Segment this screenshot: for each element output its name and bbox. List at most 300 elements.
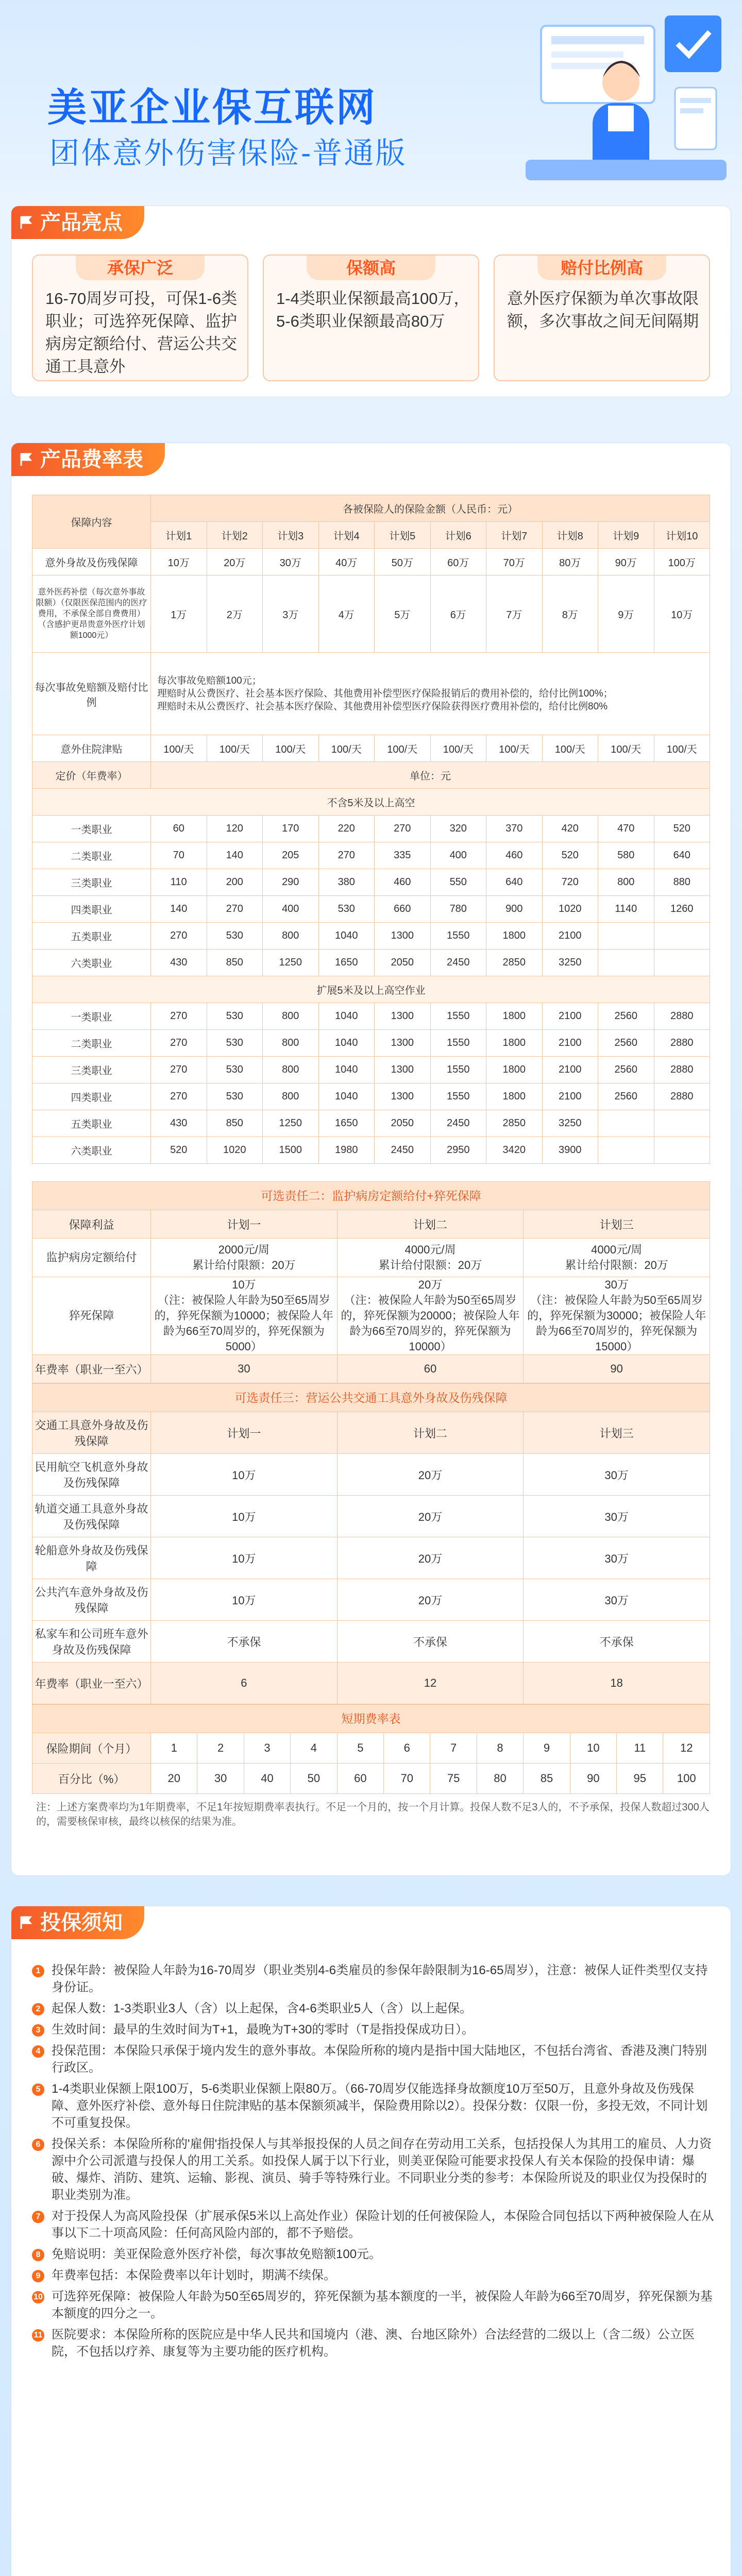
- row-label: 猝死保障: [32, 1277, 151, 1355]
- cell: 20万 （注：被保险人年龄为50至65周岁的，猝死保额为20000；被保险人年龄为66至70周岁的，猝死保额为10000）: [337, 1277, 524, 1355]
- price-cell: 420: [542, 816, 598, 842]
- cell: 100/天: [207, 735, 263, 762]
- hero-divider: [0, 175, 742, 206]
- hero-illustration: [520, 5, 727, 185]
- highlight-card-coverage: [32, 255, 248, 381]
- price-cell: 2450: [430, 950, 486, 976]
- row-label: 公共汽车意外身故及伤残保障: [32, 1579, 151, 1621]
- price-cell: 270: [207, 896, 263, 923]
- price-cell: 2100: [542, 923, 598, 950]
- plan-name: 计划1: [151, 522, 207, 549]
- price-cell: 3420: [486, 1137, 543, 1164]
- flag-icon: [20, 215, 33, 230]
- short-term-title: 短期费率表: [32, 1704, 710, 1733]
- option1-title: 可选责任二：监护病房定额给付+猝死保障: [32, 1181, 710, 1210]
- cell: 18: [524, 1663, 710, 1704]
- percent-cell: 90: [570, 1764, 616, 1794]
- row-label: 民用航空飞机意外身故及伤残保障: [32, 1454, 151, 1496]
- highlight-title: 保额高: [307, 256, 435, 280]
- price-cell: 335: [375, 842, 431, 869]
- row-label: 意外医药补偿（每次意外事故限额）（仅限医保范围内的医疗费用，不承保全部自费费用）（含感护更昂贵意外医疗计划额1000元）: [32, 575, 151, 653]
- notice-list: [32, 1962, 715, 2364]
- table-row: [32, 923, 710, 950]
- price-cell: 520: [151, 1137, 207, 1164]
- price-cell: 1800: [486, 1003, 543, 1030]
- cell: 100/天: [375, 735, 431, 762]
- price-cell: 800: [598, 869, 654, 896]
- percent-cell: 60: [337, 1764, 383, 1794]
- cell: 4000元/周 累计给付限额：20万: [337, 1239, 524, 1277]
- section-row: [32, 789, 710, 816]
- table-row: [32, 1083, 710, 1110]
- price-cell: 530: [207, 923, 263, 950]
- notice-number-badge: 8: [32, 2249, 44, 2261]
- row-label: 意外身故及伤残保障: [32, 549, 151, 575]
- price-cell: 2560: [598, 1083, 654, 1110]
- price-cell: 1800: [486, 1083, 543, 1110]
- price-cell: 1040: [318, 1003, 375, 1030]
- notice-number-badge: 2: [32, 2003, 44, 2015]
- cell: 6: [151, 1663, 338, 1704]
- price-cell: [654, 1110, 710, 1137]
- row-label: 年费率（职业一至六）: [32, 1355, 151, 1383]
- month-cell: 2: [197, 1733, 244, 1764]
- notice-item: [32, 2021, 715, 2038]
- price-cell: 1550: [430, 1083, 486, 1110]
- notice-item: [32, 2136, 715, 2204]
- notice-number-badge: 10: [32, 2291, 44, 2303]
- price-cell: 1040: [318, 923, 375, 950]
- occupation-label: 一类职业: [32, 816, 151, 842]
- rate-note: 注：上述方案费率均为1年期费率，不足1年按短期费率表执行。不足一个月的，按一个月计算。投保人数不足3人的，不予承保，投保人数超过300人的，需要核保审核，最终以核保的结果为准。: [36, 1802, 710, 1827]
- cell: 9万: [598, 575, 654, 653]
- short-term-table: [32, 1733, 710, 1794]
- occupation-label: 三类职业: [32, 1057, 151, 1083]
- occupation-label: 一类职业: [32, 1003, 151, 1030]
- notice-text: 对于投保人为高风险投保（扩展承保5米以上高处作业）保险计划的任何被保险人，本保险合同包括以下两种被保险人在从事以下二十项高风险：任何高风险内部的，都不予赔偿。: [52, 2209, 714, 2240]
- table-row: [32, 1030, 710, 1057]
- price-cell: 2850: [486, 1110, 543, 1137]
- highlight-title: 承保广泛: [76, 256, 205, 280]
- cell: 5万: [375, 575, 431, 653]
- cell: 2万: [207, 575, 263, 653]
- price-cell: 530: [207, 1030, 263, 1057]
- cell: 6万: [430, 575, 486, 653]
- percent-cell: 50: [291, 1764, 337, 1794]
- row-label: 监护病房定额给付: [32, 1239, 151, 1277]
- months-row: [32, 1733, 710, 1764]
- occupation-label: 五类职业: [32, 1110, 151, 1137]
- price-cell: 2050: [375, 1110, 431, 1137]
- price-cell: 1140: [598, 896, 654, 923]
- price-cell: 1550: [430, 923, 486, 950]
- table-row: [32, 575, 710, 653]
- price-cell: 2100: [542, 1030, 598, 1057]
- price-cell: 2050: [375, 950, 431, 976]
- table-row: [32, 896, 710, 923]
- price-cell: 3250: [542, 1110, 598, 1137]
- cell: 100/天: [430, 735, 486, 762]
- col-header: 计划二: [337, 1412, 524, 1454]
- month-cell: 8: [477, 1733, 523, 1764]
- occupation-label: 四类职业: [32, 896, 151, 923]
- price-cell: 1250: [263, 950, 319, 976]
- price-cell: 1040: [318, 1030, 375, 1057]
- plan-name: 计划6: [430, 522, 486, 549]
- percent-cell: 75: [430, 1764, 477, 1794]
- highlight-title: 赔付比例高: [537, 256, 666, 280]
- price-cell: 430: [151, 950, 207, 976]
- price-cell: 2100: [542, 1083, 598, 1110]
- cell: 4万: [318, 575, 375, 653]
- plan-name: 计划5: [375, 522, 431, 549]
- price-cell: 200: [207, 869, 263, 896]
- price-cell: 270: [151, 923, 207, 950]
- table-row: [32, 1454, 710, 1496]
- cell: 100/天: [654, 735, 710, 762]
- cell: 30万: [524, 1454, 710, 1496]
- notice-item: [32, 2326, 715, 2360]
- price-cell: 800: [263, 1057, 319, 1083]
- plan-name: 计划4: [318, 522, 375, 549]
- rates-tag: [11, 443, 165, 476]
- row-label: 每次事故免赔额及赔付比例: [32, 653, 151, 735]
- plan-name: 计划3: [263, 522, 319, 549]
- table-row: [32, 842, 710, 869]
- price-cell: 1800: [486, 923, 543, 950]
- cell: 100/天: [486, 735, 543, 762]
- table-row: [32, 1579, 710, 1621]
- col-header: 计划一: [151, 1412, 338, 1454]
- row-label: 轨道交通工具意外身故及伤残保障: [32, 1496, 151, 1537]
- highlight-card-ratio: [494, 255, 710, 381]
- notice-item: [32, 1962, 715, 1996]
- cell: 30万 （注：被保险人年龄为50至65周岁的，猝死保额为30000；被保险人年龄为66至70周岁的，猝死保额为15000）: [524, 1277, 710, 1355]
- cell: 10万: [151, 1579, 338, 1621]
- rate-tables: [32, 495, 710, 1829]
- cell: 4000元/周 累计给付限额：20万: [524, 1239, 710, 1277]
- price-cell: 1300: [375, 1083, 431, 1110]
- cell: 20万: [337, 1537, 524, 1579]
- highlight-body: 1-4类职业保额最高100万，5-6类职业保额最高80万: [276, 290, 470, 330]
- cell: 10万: [151, 549, 207, 575]
- price-cell: 530: [207, 1057, 263, 1083]
- price-cell: 205: [263, 842, 319, 869]
- notice-text: 医院要求：本保险所称的医院应是中华人民共和国境内（港、澳、台地区除外）合法经营的二级以上（含二级）公立医院，不包括以疗养、康复等为主要功能的医疗机构。: [52, 2328, 695, 2359]
- cell: 60万: [430, 549, 486, 575]
- price-cell: 60: [151, 816, 207, 842]
- percent-cell: 100: [663, 1764, 710, 1794]
- row-label: 年费率（职业一至六）: [32, 1663, 151, 1704]
- price-cell: 660: [375, 896, 431, 923]
- cell: 40万: [318, 549, 375, 575]
- price-cell: 530: [318, 896, 375, 923]
- price-cell: 270: [151, 1003, 207, 1030]
- month-cell: 10: [570, 1733, 616, 1764]
- table-row: [32, 816, 710, 842]
- percent-cell: 95: [617, 1764, 663, 1794]
- flag-icon: [20, 1916, 33, 1930]
- col-header: 计划三: [524, 1412, 710, 1454]
- price-cell: [654, 950, 710, 976]
- cell: 2000元/周 累计给付限额：20万: [151, 1239, 338, 1277]
- price-cell: 370: [486, 816, 543, 842]
- row-label: 私家车和公司班车意外身故及伤残保障: [32, 1621, 151, 1663]
- price-cell: 520: [654, 816, 710, 842]
- highlight-body: 16-70周岁可投，可保1-6类职业；可选猝死保障、监护病房定额给付、营运公共交通工具意外: [45, 290, 238, 376]
- occupation-label: 六类职业: [32, 1137, 151, 1164]
- price-cell: 800: [263, 1003, 319, 1030]
- price-unit: 单位：元: [151, 762, 710, 789]
- table-row: [32, 869, 710, 896]
- occupation-label: 二类职业: [32, 1030, 151, 1057]
- notice-item: [32, 2267, 715, 2284]
- cell: 20万: [337, 1496, 524, 1537]
- notice-text: 投保年龄：被保险人年龄为16-70周岁（职业类别4-6类雇员的参保年龄限制为16-65周岁），注意：被保人证件类型仅支持身份证。: [52, 1963, 708, 1994]
- notice-text: 投保范围：本保险只承保于境内发生的意外事故。本保险所称的境内是指中国大陆地区，不包括台湾省、香港及澳门特别行政区。: [52, 2044, 707, 2075]
- cell: 100万: [654, 549, 710, 575]
- percent-cell: 20: [151, 1764, 197, 1794]
- price-cell: 400: [263, 896, 319, 923]
- occupation-label: 五类职业: [32, 923, 151, 950]
- price-cell: 880: [654, 869, 710, 896]
- price-cell: 850: [207, 1110, 263, 1137]
- cell: 不承保: [524, 1621, 710, 1663]
- cell: 90: [524, 1355, 710, 1383]
- price-cell: 170: [263, 816, 319, 842]
- table-row: [32, 1496, 710, 1537]
- price-cell: 2880: [654, 1083, 710, 1110]
- table-row: [32, 1003, 710, 1030]
- price-cell: 1260: [654, 896, 710, 923]
- notice-number-badge: 6: [32, 2139, 44, 2151]
- price-cell: 1020: [542, 896, 598, 923]
- cell: 10万: [151, 1537, 338, 1579]
- prices-high: [32, 1003, 710, 1164]
- price-cell: 550: [430, 869, 486, 896]
- price-cell: 1550: [430, 1030, 486, 1057]
- table-row: [32, 653, 710, 735]
- price-cell: 1980: [318, 1137, 375, 1164]
- notice-item: [32, 2246, 715, 2263]
- notice-tag: [11, 1906, 144, 1939]
- price-cell: 1300: [375, 923, 431, 950]
- option2-title: 可选责任三：营运公共交通工具意外身故及伤残保障: [32, 1383, 710, 1412]
- notice-number-badge: 1: [32, 1965, 44, 1977]
- notice-text: 免赔说明：美亚保险意外医疗补偿，每次事故免赔额100元。: [52, 2247, 382, 2261]
- cell: 20万: [337, 1454, 524, 1496]
- price-cell: 1040: [318, 1083, 375, 1110]
- section-row: [32, 976, 710, 1003]
- row-label: 保险期间（个月）: [32, 1733, 151, 1764]
- price-cell: 800: [263, 923, 319, 950]
- price-cell: 1500: [263, 1137, 319, 1164]
- prices-no-high: [32, 816, 710, 976]
- price-cell: 1020: [207, 1137, 263, 1164]
- price-header-row: [32, 762, 710, 789]
- cell: 70万: [486, 549, 543, 575]
- month-cell: 3: [244, 1733, 290, 1764]
- price-cell: 70: [151, 842, 207, 869]
- notice-item: [32, 2000, 715, 2017]
- percent-row: [32, 1764, 710, 1794]
- month-cell: 12: [663, 1733, 710, 1764]
- row-label: 百分比（%）: [32, 1764, 151, 1794]
- hero-banner: [0, 0, 742, 185]
- option2-rows: [32, 1454, 710, 1663]
- cell: 10万 （注：被保险人年龄为50至65周岁的，猝死保额为10000；被保险人年龄为66至70周岁的，猝死保额为5000）: [151, 1277, 338, 1355]
- plan-name: 计划10: [654, 522, 710, 549]
- notice-text: 生效时间：最早的生效时间为T+1，最晚为T+30的零时（T是指投保成功日）。: [52, 2023, 475, 2037]
- cell: 30万: [263, 549, 319, 575]
- price-cell: 470: [598, 816, 654, 842]
- table-row: [32, 950, 710, 976]
- percent-cell: 80: [477, 1764, 523, 1794]
- hospital-row: [32, 735, 710, 762]
- price-cell: 640: [654, 842, 710, 869]
- table-row: [32, 1537, 710, 1579]
- cell: 20万: [207, 549, 263, 575]
- cell: 8万: [542, 575, 598, 653]
- notice-number-badge: 7: [32, 2211, 44, 2223]
- month-cell: 6: [384, 1733, 430, 1764]
- notice-item: [32, 2042, 715, 2076]
- month-cell: 11: [617, 1733, 663, 1764]
- section-title-high: 扩展5米及以上高空作业: [32, 976, 710, 1003]
- highlight-body: 意外医疗保额为单次事故限额，多次事故之间无间隔期: [507, 290, 699, 330]
- occupation-label: 三类职业: [32, 869, 151, 896]
- row-label: 意外住院津贴: [32, 735, 151, 762]
- col-header: 计划一: [151, 1210, 338, 1239]
- cell: 10万: [151, 1496, 338, 1537]
- price-cell: 2100: [542, 1003, 598, 1030]
- month-cell: 9: [524, 1733, 570, 1764]
- price-cell: 140: [151, 896, 207, 923]
- price-cell: 2560: [598, 1057, 654, 1083]
- price-cell: 1040: [318, 1057, 375, 1083]
- price-cell: 3250: [542, 950, 598, 976]
- col-header: 保障利益: [32, 1210, 151, 1239]
- cell: 10万: [151, 1454, 338, 1496]
- price-cell: 220: [318, 816, 375, 842]
- price-cell: [598, 1110, 654, 1137]
- flag-icon: [20, 452, 33, 467]
- price-cell: 2880: [654, 1003, 710, 1030]
- main-rate-table: [32, 495, 710, 1164]
- cell: 50万: [375, 549, 431, 575]
- section-title-no-sudden: 不含5米及以上高空: [32, 789, 710, 816]
- percent-cell: 70: [384, 1764, 430, 1794]
- highlights-tag-label: 产品亮点: [40, 211, 123, 234]
- occupation-label: 六类职业: [32, 950, 151, 976]
- price-cell: 2560: [598, 1003, 654, 1030]
- cell: 100/天: [151, 735, 207, 762]
- price-cell: 1250: [263, 1110, 319, 1137]
- cell: 100/天: [542, 735, 598, 762]
- table-row: [32, 1057, 710, 1083]
- cell: 80万: [542, 549, 598, 575]
- price-cell: 720: [542, 869, 598, 896]
- price-cell: 800: [263, 1030, 319, 1057]
- price-cell: 140: [207, 842, 263, 869]
- cell: 7万: [486, 575, 543, 653]
- price-cell: 460: [375, 869, 431, 896]
- cell: 100/天: [263, 735, 319, 762]
- price-cell: 110: [151, 869, 207, 896]
- price-cell: 380: [318, 869, 375, 896]
- price-cell: 2560: [598, 1030, 654, 1057]
- cell: 12: [337, 1663, 524, 1704]
- price-cell: [654, 1137, 710, 1164]
- price-cell: 900: [486, 896, 543, 923]
- cell: 60: [337, 1355, 524, 1383]
- notice-item: [32, 2080, 715, 2131]
- cell: 不承保: [151, 1621, 338, 1663]
- price-cell: 2880: [654, 1030, 710, 1057]
- price-cell: 520: [542, 842, 598, 869]
- cell: 100/天: [598, 735, 654, 762]
- occupation-label: 四类职业: [32, 1083, 151, 1110]
- month-cell: 5: [337, 1733, 383, 1764]
- price-cell: 3900: [542, 1137, 598, 1164]
- table-row: [32, 1137, 710, 1164]
- notice-number-badge: 3: [32, 2024, 44, 2037]
- highlight-card-amount: [263, 255, 479, 381]
- notice-text: 1-4类职业保额上限100万，5-6类职业保额上限80万。（66-70周岁仅能选择身故额度10万至50万，且意外身故及伤残保障、意外医疗补偿、意外每日住院津贴的基本保额须减半，保险费用除以2）。投保分数：仅限一份，多投无效，不同计划不可重复投保。: [52, 2082, 708, 2130]
- option2-table: [32, 1412, 710, 1704]
- notice-section: [11, 1906, 731, 2576]
- row-label: 轮船意外身故及伤残保障: [32, 1537, 151, 1579]
- price-cell: 270: [375, 816, 431, 842]
- cell: 3万: [263, 575, 319, 653]
- percent-cell: 85: [524, 1764, 570, 1794]
- price-cell: 120: [207, 816, 263, 842]
- price-cell: 1800: [486, 1057, 543, 1083]
- price-cell: 780: [430, 896, 486, 923]
- cell: 1万: [151, 575, 207, 653]
- rates-section: [11, 443, 731, 1875]
- month-cell: 4: [291, 1733, 337, 1764]
- price-cell: 430: [151, 1110, 207, 1137]
- price-cell: 580: [598, 842, 654, 869]
- notice-number-badge: 11: [32, 2329, 44, 2342]
- price-cell: 1650: [318, 1110, 375, 1137]
- cell: 100/天: [318, 735, 375, 762]
- price-cell: 2100: [542, 1057, 598, 1083]
- price-cell: 1300: [375, 1030, 431, 1057]
- month-cell: 7: [430, 1733, 477, 1764]
- price-cell: 2850: [486, 950, 543, 976]
- notice-item: [32, 2288, 715, 2322]
- cell: 30: [151, 1355, 338, 1383]
- price-cell: 460: [486, 842, 543, 869]
- hero-subtitle: 团体意外伤害保险-普通版: [49, 137, 407, 170]
- notice-tag-label: 投保须知: [40, 1911, 123, 1934]
- price-cell: 320: [430, 816, 486, 842]
- price-cell: 2950: [430, 1137, 486, 1164]
- highlight-cards: [32, 255, 710, 381]
- price-cell: 400: [430, 842, 486, 869]
- rates-tag-label: 产品费率表: [40, 448, 143, 471]
- highlights-tag: [11, 206, 144, 239]
- price-cell: 1300: [375, 1057, 431, 1083]
- price-cell: 850: [207, 950, 263, 976]
- price-cell: 640: [486, 869, 543, 896]
- month-cell: 1: [151, 1733, 197, 1764]
- notice-text: 可选猝死保障：被保险人年龄为50至65周岁的，猝死保额为基本额度的一半，被保险人年龄为66至70周岁，猝死保额为基本额度的四分之一。: [52, 2290, 713, 2320]
- plan-name: 计划2: [207, 522, 263, 549]
- cell: 30万: [524, 1579, 710, 1621]
